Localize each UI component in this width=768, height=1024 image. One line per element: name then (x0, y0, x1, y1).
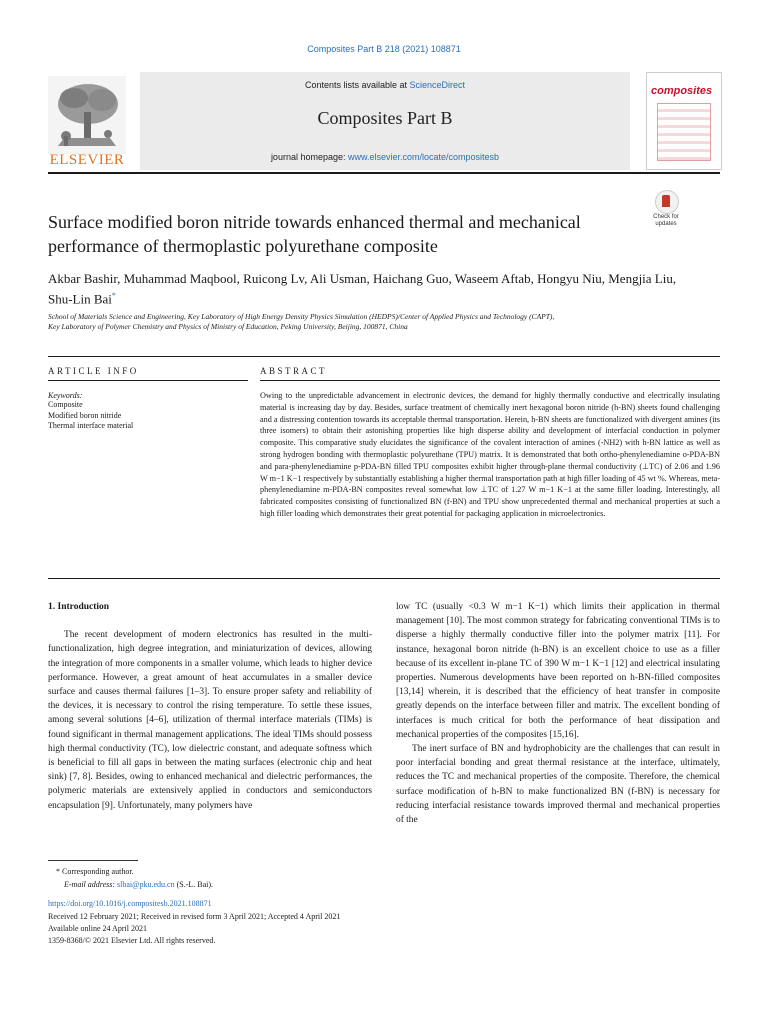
journal-reference[interactable]: Composites Part B 218 (2021) 108871 (307, 44, 461, 54)
keyword-item: Thermal interface material (48, 421, 134, 430)
author-list: Akbar Bashir, Muhammad Maqbool, Ruicong Lv, Ali Usman, Haichang Guo, Waseem Aftab, Hongyu Niu, Mengjia Liu, Shu-Lin Bai* (48, 271, 677, 307)
bookmark-icon (655, 190, 679, 214)
info-rule (48, 380, 248, 381)
abstract-text: Owing to the unpredictable advancement in electronic devices, the demand for highly thermally conductive and electrically insulating material is increasing day by day. Besides, surface treatment of chemically inert hexagonal boron nitride (h-BN) sheets found challenging and a distressing contention towards its acceptable thermal transportation. Herein, h-BN sheets are functionalized with divergent amines (its three isomers) to obtain their astonishing properties like high disperse ability and development of interfacial conduction in polymer composite. This comparative study elucidates the significance of the covalent interaction of amines (-NH2) with h-BN lattice as well as strong hydrogen bonding with thermoplastic polyurethane (TPU) matrix. It is demonstrated that both ortho-phenylenediamine o-PDA-BN and para-phenylenediamine p-PDA-BN filled TPU composites exhibit higher through-plane thermal conductivity (⊥TC) of 2.06 and 1.96 W m−1 K−1 respectively by substantially establishing a higher thermal transportation path at high filler loading of 45 wt %. Whereas, meta-phenylenediamine m-PDA-BN composites reveal somewhat low ⊥TC of 1.27 W m−1 K−1 at the same filler loading. Interestingly, all fabricated composites consisting of functionalized BN (f-BN) and TPU show unprecedented thermal and mechanical properties at such a high filler loading which demonstrates their great potential for packaging application in microelectronics. (260, 391, 720, 518)
keyword-item: Modified boron nitride (48, 410, 122, 420)
intro-paragraph: The inert surface of BN and hydrophobicity are the challenges that can result in poor interfacial bonding and great thermal resistance at the interface, ultimately, reduces the TC and mechanical properties of the composite. Therefore, the chemical surface modification of h-BN to make functionalized BN (f-BN) is necessary for reducing interfacial resistance towards improved thermal and mechanical properties of the (396, 744, 720, 826)
keywords-block (48, 391, 248, 432)
homepage-link[interactable]: www.elsevier.com/locate/compositesb (348, 152, 500, 162)
abstract-bottom-rule (48, 578, 720, 579)
header-rule (48, 172, 720, 174)
introduction-heading: 1. Introduction (48, 602, 110, 612)
info-top-rule (48, 356, 720, 357)
sciencedirect-link[interactable]: ScienceDirect (409, 80, 466, 90)
left-column (48, 600, 372, 813)
email-line: E-mail address: slbai@pku.edu.cn (S.-L. Bai). (64, 880, 214, 889)
article-title: Surface modified boron nitride towards enhanced thermal and mechanical performance of thermoplastic polyurethane composite (48, 212, 581, 256)
affiliation: School of Materials Science and Engineering, Key Laboratory of High Energy Density Physics Simulation (HEDPS)/Center of Applied Physics and Technology (CAPT), Key Laboratory of Polymer Chemistry and Physics of Ministry of Education, Peking University, Beijing, 100871, China (48, 312, 555, 331)
cover-image (657, 103, 711, 161)
abstract-heading: ABSTRACT (260, 366, 328, 376)
keywords-label: Keywords: (48, 391, 83, 400)
article-info-heading: ARTICLE INFO (48, 366, 139, 376)
check-updates-label: Check for updates (653, 214, 679, 227)
available-online: Available online 24 April 2021 (48, 924, 147, 933)
journal-header (48, 72, 720, 172)
contents-line: Contents lists available at ScienceDirect (304, 80, 466, 90)
check-for-updates-button[interactable] (648, 190, 684, 236)
abstract-rule (260, 380, 720, 381)
right-column (396, 600, 720, 827)
cover-title: composites (651, 85, 713, 97)
email-link[interactable]: slbai@pku.edu.cn (117, 880, 175, 889)
publisher-name: ELSEVIER (49, 152, 125, 168)
intro-paragraph: low TC (usually <0.3 W m−1 K−1) which limits their application in thermal management [10]. The most common strategy for fabricating conventional TIMs is to disperse a highly thermally conductive filler into the polymer matrix [11]. For instance, hexagonal boron nitride (h-BN) is an excellent choice to use as a filler because of its excellent in-plane TC of 390 W m−1 K−1 [12] and electrical insulating properties. Numerous developments have been reported on h-BN-filled composites [13,14] wherein, it is described that the efficiency of heat transfer in composite greatly depends on the interface between filler and matrix. The excellent bonding of interfaces is much critical for both the performance of heat dissipation and mechanical properties of the composites [15,16]. (396, 602, 720, 740)
footnote-rule (48, 860, 138, 861)
copyright: 1359-8368/© 2021 Elsevier Ltd. All rights reserved. (48, 936, 216, 945)
keyword-item: Composite (48, 400, 83, 409)
homepage-line: journal homepage: www.elsevier.com/locate/compositesb (270, 152, 500, 162)
journal-cover-thumbnail[interactable] (646, 72, 722, 170)
journal-banner (140, 72, 630, 170)
intro-paragraph: The recent development of modern electronics has resulted in the multi-functionalization, high degree integration, and miniaturization of devices, allowing the integration of more components in a smaller volume, which leads to higher device performance. However, a great amount of heat accumulates in a smaller device surface and causes thermal failures [1–3]. To ensure proper safety and reliability of the devices, it is necessary to control the rising temperature. To settle these issues, among several solutions [4–6], utilization of thermal interface materials (TIMs) is found significant in thermal management applications. The ideal TIMs should possess high thermal conductivity (TC), low dielectric constant, and adequate softness which is beneficial to fill all gaps in between the mating surfaces (electronic chip and heat sink) [7, 8]. Besides, owing to enhanced mechanical and dielectric performances, the polymeric materials are extensively applied in conductors and semiconductors encapsulation [9]. Unfortunately, many polymers have (48, 630, 372, 811)
journal-title: Composites Part B (317, 108, 453, 128)
received-dates: Received 12 February 2021; Received in revised form 3 April 2021; Accepted 4 April 2021 (48, 912, 341, 921)
doi-link[interactable]: https://doi.org/10.1016/j.compositesb.2021.108871 (48, 899, 212, 908)
corresponding-author-mark[interactable]: * (111, 291, 116, 300)
corresponding-author-note: * Corresponding author. (56, 867, 134, 876)
